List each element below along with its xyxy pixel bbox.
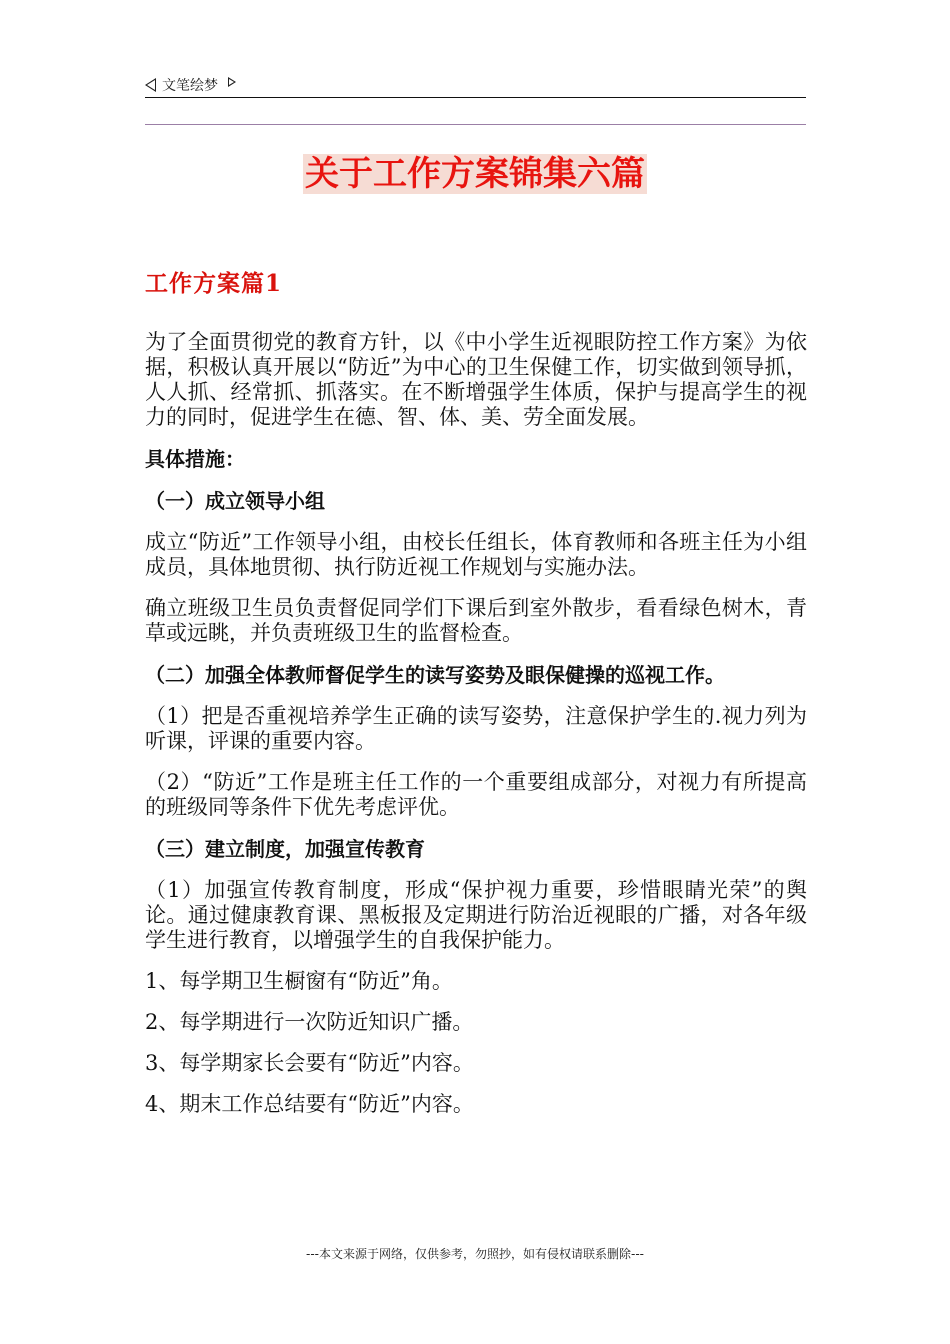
header-rule <box>145 97 806 98</box>
list-item-2: 2、每学期进行一次防近知识广播。 <box>145 1010 474 1034</box>
list-item-4: 4、期末工作总结要有“防近”内容。 <box>145 1092 474 1116</box>
document-body <box>145 268 807 1133</box>
paragraph-publicity: （1）加强宣传教育制度，形成“保护视力重要，珍惜眼睛光荣”的舆论。通过健康教育课、黑板报及定期进行防治近视眼的广播，对各年级学生进行教育，以增强学生的自我保护能力。 <box>145 878 807 952</box>
paragraph-intro: 为了全面贯彻党的教育方针，以《中小学生近视眼防控工作方案》为依据，积极认真开展以“防近”为中心的卫生保健工作，切实做到领导抓，人人抓、经常抓、抓落实。在不断增强学生体质，保护与提高学生的视力的同时，促进学生在德、智、体、美、劳全面发展。 <box>145 330 807 429</box>
paragraph-monitor: 确立班级卫生员负责督促同学们下课后到室外散步，看看绿色树木，青草或远眺，并负责班级卫生的监督检查。 <box>145 596 807 645</box>
footer-notice: ---本文来源于网络，仅供参考，勿照抄，如有侵权请联系删除--- <box>306 1247 644 1261</box>
divider-rule <box>145 124 806 125</box>
subheading-2: （二）加强全体教师督促学生的读写姿势及眼保健操的巡视工作。 <box>145 663 725 687</box>
list-item-3: 3、每学期家长会要有“防近”内容。 <box>145 1051 474 1075</box>
triangle-left-icon <box>145 78 156 92</box>
document-title: 关于工作方案锦集六篇 <box>305 154 645 194</box>
paragraph-item-1: （1）把是否重视培养学生正确的读写姿势，注意保护学生的.视力列为听课，评课的重要内容。 <box>145 704 807 753</box>
paragraph-item-2: （2）“防近”工作是班主任工作的一个重要组成部分，对视力有所提高的班级同等条件下优先考虑评优。 <box>145 770 807 819</box>
paragraph-leadership: 成立“防近”工作领导小组，由校长任组长，体育教师和各班主任为小组成员，具体地贯彻、执行防近视工作规划与实施办法。 <box>145 530 807 579</box>
list-item-1: 1、每学期卫生橱窗有“防近”角。 <box>145 969 453 993</box>
measures-heading: 具体措施： <box>145 447 245 471</box>
triangle-right-icon <box>228 77 236 87</box>
brand-name: 文笔绘梦 <box>162 78 218 94</box>
subheading-3: （三）建立制度，加强宣传教育 <box>145 837 425 861</box>
section-heading: 工作方案篇1 <box>145 270 283 297</box>
header <box>145 74 805 96</box>
subheading-1: （一）成立领导小组 <box>145 489 325 513</box>
